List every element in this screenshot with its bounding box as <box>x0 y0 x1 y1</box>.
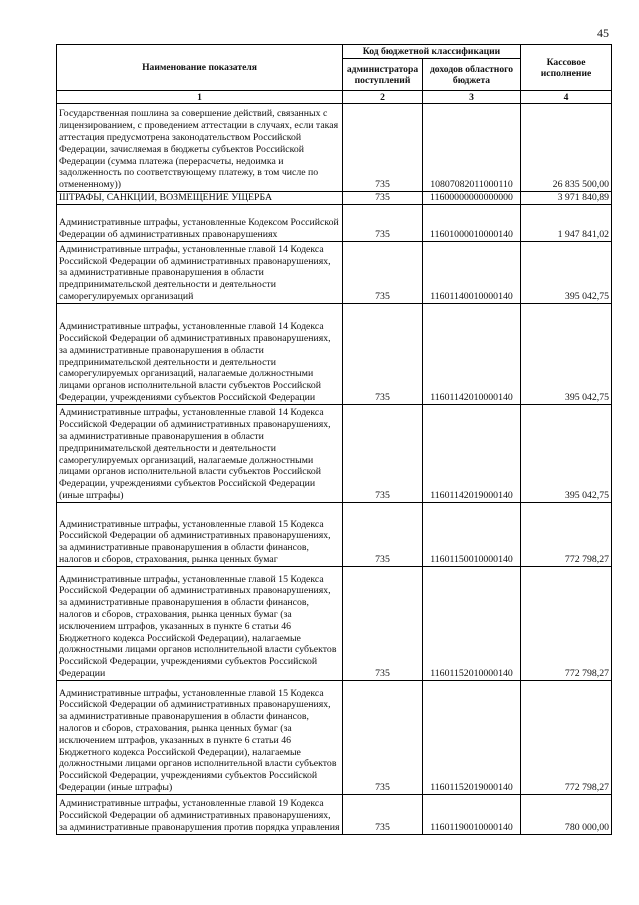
administrator-code: 735 <box>343 502 423 566</box>
table-row <box>57 303 612 404</box>
cash-execution-amount: 395 042,75 <box>521 404 612 502</box>
table-row <box>57 794 612 834</box>
indicator-name: Административные штрафы, установленные главой 15 Кодекса Российской Федерации об административных правонарушениях, за административные правонарушения в области финансов, налогов и сборов, страхования, рынка ценных бумаг (за исключением штрафов, указанных в пункте 6 статьи 46 Бюджетного кодекса Российской Федерации), налагаемые должностными лицами органов исполнительной власти субъектов Российской Федерации, учреждениями субъектов Российской Федерации <box>57 566 343 680</box>
indicator-name: Административные штрафы, установленные главой 15 Кодекса Российской Федерации об административных правонарушениях, за административные правонарушения в области финансов, налогов и сборов, страхования, рынка ценных бумаг (за исключением штрафов, указанных в пункте 6 статьи 46 Бюджетного кодекса Российской Федерации), налагаемые должностными лицами органов исполнительной власти субъектов Российской Федерации, учреждениями субъектов Российской Федерации (иные штрафы) <box>57 680 343 794</box>
column-number: 3 <box>423 91 521 104</box>
table-row <box>57 502 612 566</box>
administrator-code: 735 <box>343 794 423 834</box>
table-row <box>57 204 612 241</box>
indicator-name: Административные штрафы, установленные главой 14 Кодекса Российской Федерации об административных правонарушениях, за административные правонарушения в области предпринимательской деятельности и деятельности саморегулируемых организаций, налагаемые должностными лицами органов исполнительной власти субъектов Российской Федерации, учреждениями субъектов Российской Федерации <box>57 303 343 404</box>
income-code: 10807082011000110 <box>423 104 521 192</box>
administrator-code: 735 <box>343 566 423 680</box>
table-row <box>57 241 612 303</box>
table-row <box>57 104 612 192</box>
indicator-name: Административные штрафы, установленные главой 15 Кодекса Российской Федерации об административных правонарушениях, за административные правонарушения в области финансов, налогов и сборов, страхования, рынка ценных бумаг <box>57 502 343 566</box>
cash-execution-amount: 772 798,27 <box>521 566 612 680</box>
indicator-name: Административные штрафы, установленные главой 14 Кодекса Российской Федерации об административных правонарушениях, за административные правонарушения в области предпринимательской деятельности и деятельности саморегулируемых организаций, налагаемые должностными лицами органов исполнительной власти субъектов Российской Федерации, учреждениями субъектов Российской Федерации (иные штрафы) <box>57 404 343 502</box>
indicator-name: ШТРАФЫ, САНКЦИИ, ВОЗМЕЩЕНИЕ УЩЕРБА <box>57 192 343 205</box>
table-row <box>57 192 612 205</box>
administrator-code: 735 <box>343 192 423 205</box>
indicator-name: Государственная пошлина за совершение действий, связанных с лицензированием, с проведением аттестации в случаях, если такая аттестация предусмотрена законодательством Российской Федерации, зачисляемая в бюджеты субъектов Российской Федерации (сумма платежа (перерасчеты, недоимка и задолженность по соответствующему платежу, в том числе по отмененному)) <box>57 104 343 192</box>
table-row <box>57 566 612 680</box>
administrator-code: 735 <box>343 204 423 241</box>
administrator-code: 735 <box>343 241 423 303</box>
indicator-name: Административные штрафы, установленные главой 14 Кодекса Российской Федерации об административных правонарушениях, за административные правонарушения в области предпринимательской деятельности и деятельности саморегулируемых организаций <box>57 241 343 303</box>
income-code: 11600000000000000 <box>423 192 521 205</box>
cash-execution-amount: 3 971 840,89 <box>521 192 612 205</box>
administrator-code: 735 <box>343 303 423 404</box>
income-code: 11601152019000140 <box>423 680 521 794</box>
budget-execution-table <box>56 44 612 835</box>
table-row <box>57 404 612 502</box>
income-code: 11601142010000140 <box>423 303 521 404</box>
cash-execution-amount: 395 042,75 <box>521 303 612 404</box>
income-code: 11601000010000140 <box>423 204 521 241</box>
column-number: 4 <box>521 91 612 104</box>
column-number: 1 <box>57 91 343 104</box>
indicator-name: Административные штрафы, установленные главой 19 Кодекса Российской Федерации об административных правонарушениях, за административные правонарушения против порядка управления <box>57 794 343 834</box>
income-code: 11601142019000140 <box>423 404 521 502</box>
indicator-name: Административные штрафы, установленные Кодексом Российской Федерации об административных правонарушениях <box>57 204 343 241</box>
cash-execution-amount: 26 835 500,00 <box>521 104 612 192</box>
income-code: 11601150010000140 <box>423 502 521 566</box>
header-cash-execution: Кассовое исполнение <box>521 45 612 91</box>
table-row <box>57 680 612 794</box>
income-code: 11601190010000140 <box>423 794 521 834</box>
header-budget-classification-code: Код бюджетной классификации <box>343 45 521 59</box>
cash-execution-amount: 1 947 841,02 <box>521 204 612 241</box>
income-code: 11601140010000140 <box>423 241 521 303</box>
administrator-code: 735 <box>343 404 423 502</box>
cash-execution-amount: 395 042,75 <box>521 241 612 303</box>
header-regional-budget-income: доходов областного бюджета <box>423 59 521 91</box>
administrator-code: 735 <box>343 104 423 192</box>
header-administrator: администратора поступлений <box>343 59 423 91</box>
cash-execution-amount: 772 798,27 <box>521 680 612 794</box>
cash-execution-amount: 772 798,27 <box>521 502 612 566</box>
page-number: 45 <box>597 26 609 40</box>
cash-execution-amount: 780 000,00 <box>521 794 612 834</box>
administrator-code: 735 <box>343 680 423 794</box>
header-indicator-name: Наименование показателя <box>57 45 343 91</box>
column-number: 2 <box>343 91 423 104</box>
income-code: 11601152010000140 <box>423 566 521 680</box>
